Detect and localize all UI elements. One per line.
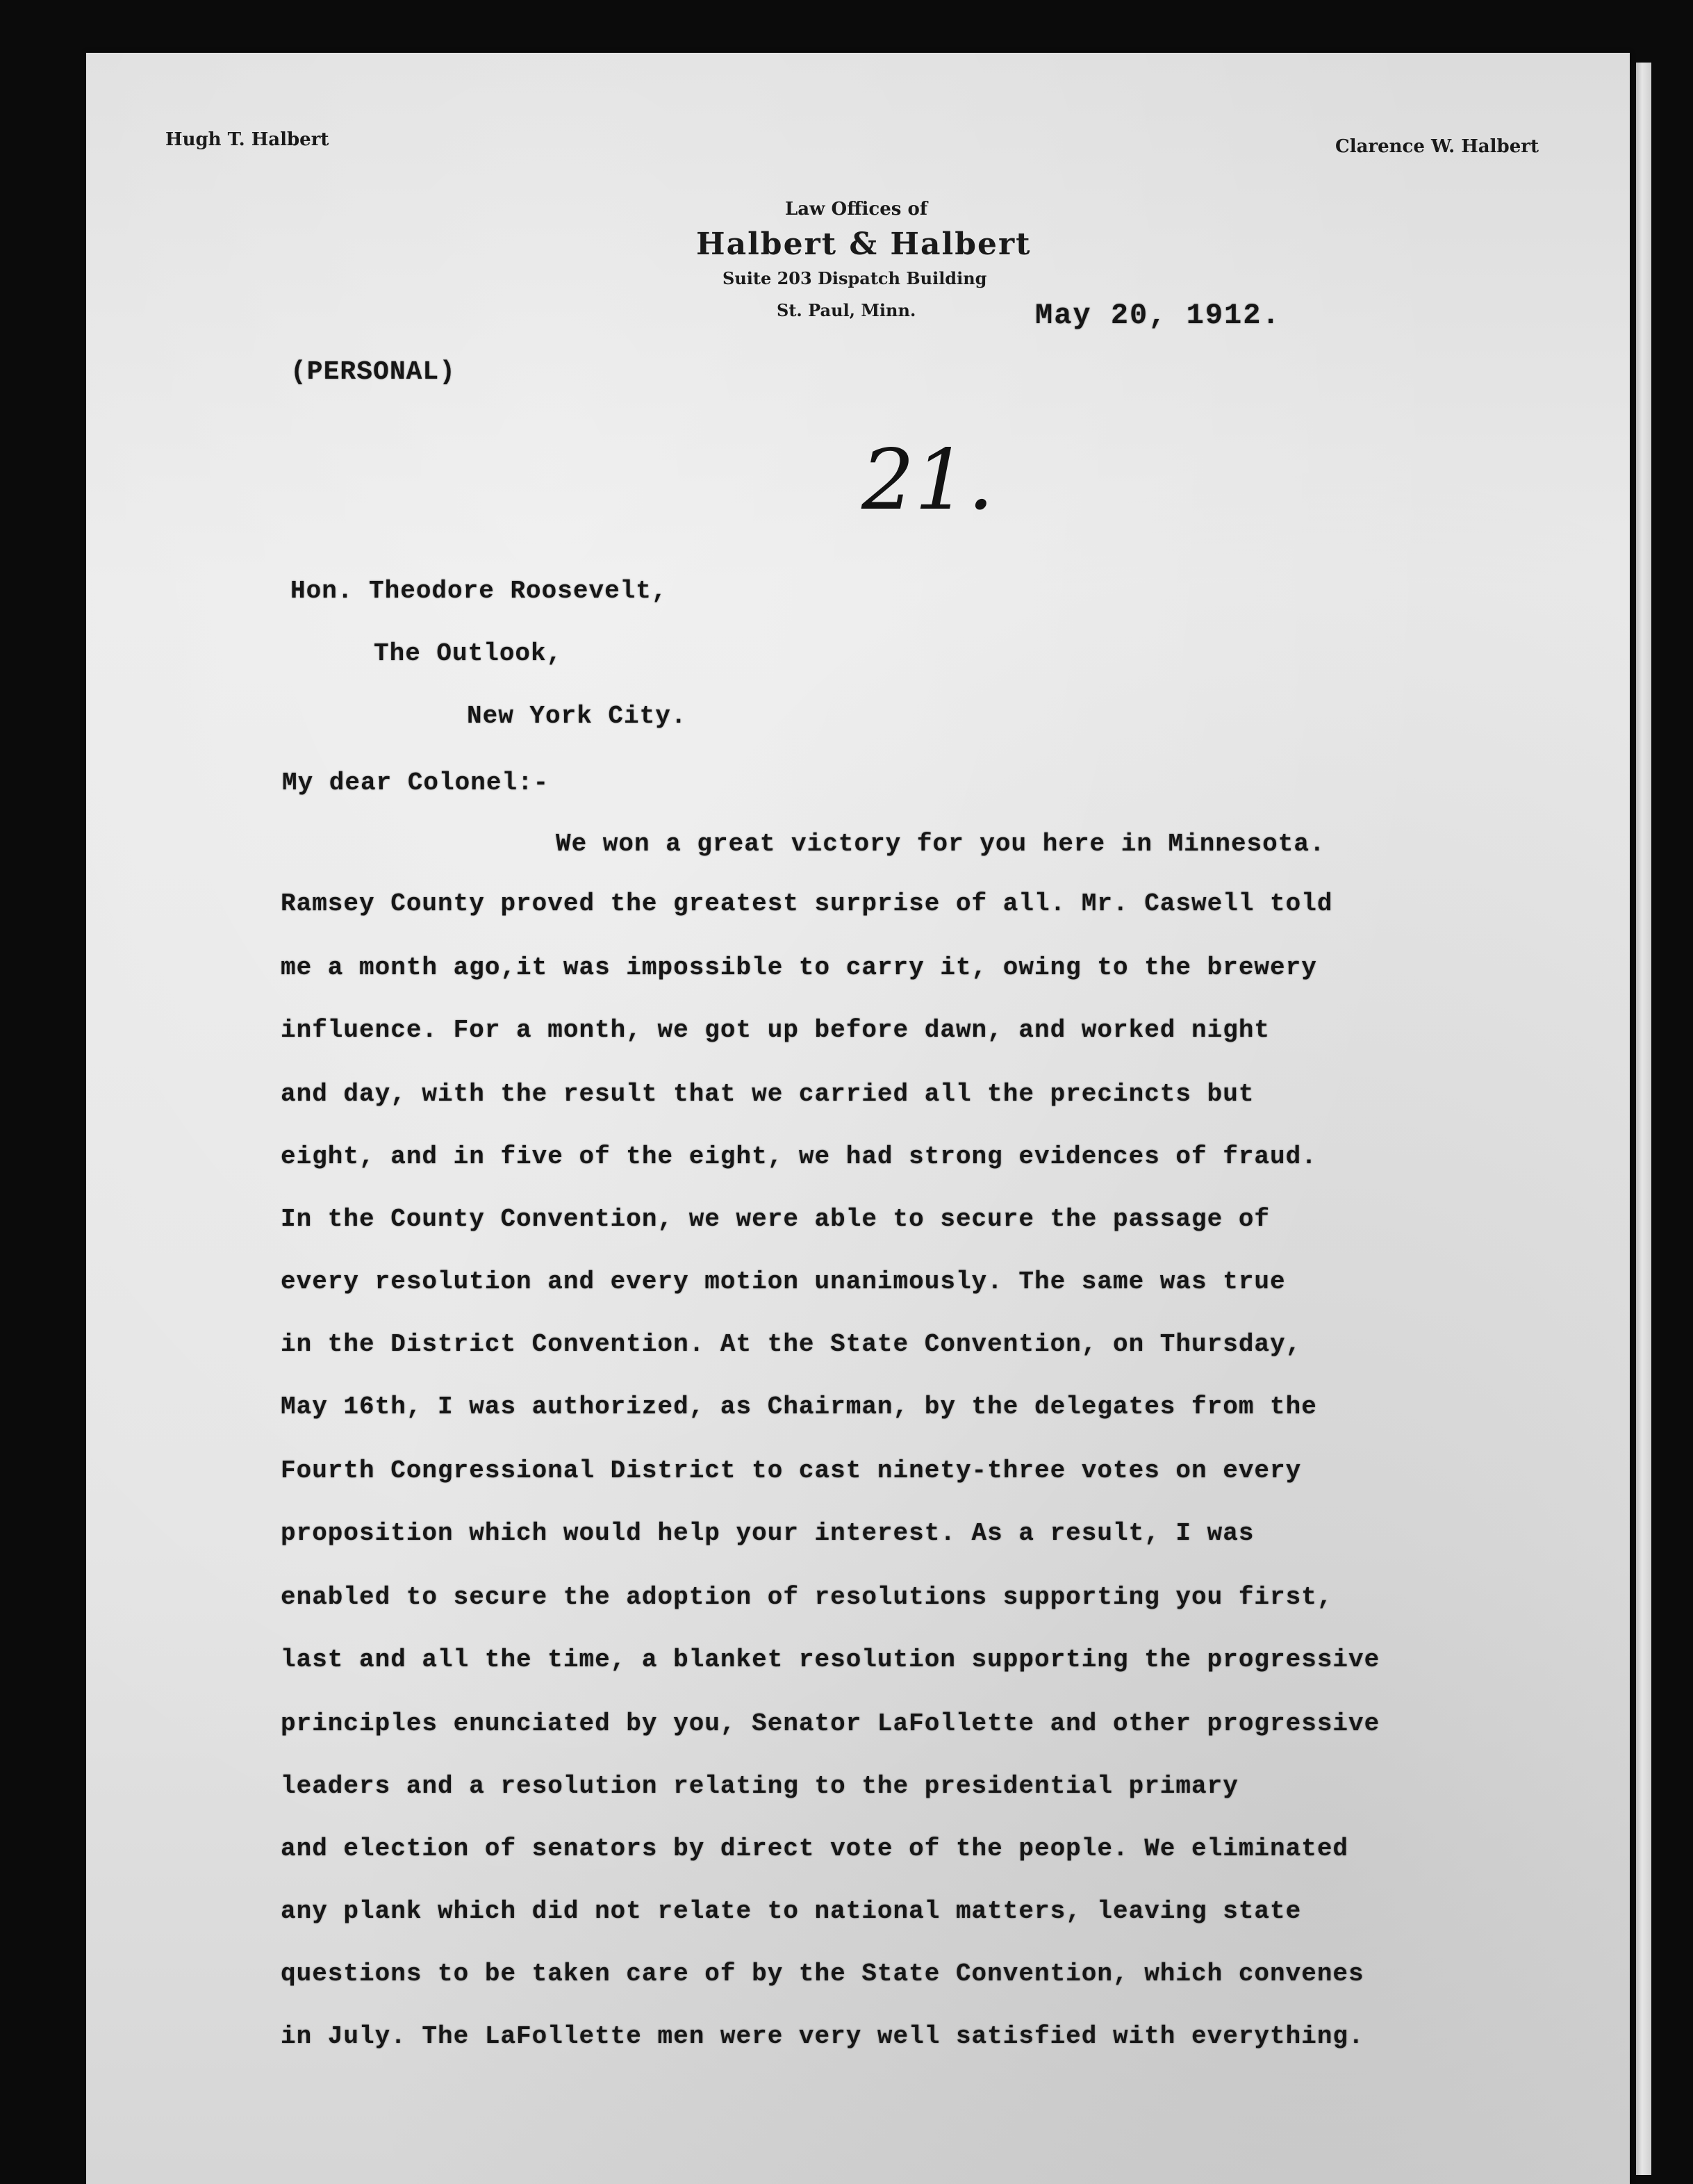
recipient-line-1: Hon. Theodore Roosevelt,: [290, 577, 668, 605]
letterhead-city: St. Paul, Minn.: [777, 300, 916, 320]
body-line: and election of senators by direct vote of the people. We eliminated: [281, 1834, 1349, 1863]
letter-date: May 20, 1912.: [1035, 299, 1281, 332]
body-line: in the District Convention. At the State Convention, on Thursday,: [281, 1330, 1302, 1358]
body-line: leaders and a resolution relating to the presidential primary: [281, 1772, 1239, 1800]
body-line: Fourth Congressional District to cast ninety-three votes on every: [281, 1456, 1302, 1485]
letterhead-office-label: Law Offices of: [785, 199, 928, 220]
body-line: principles enunciated by you, Senator LaFollette and other progressive: [281, 1709, 1380, 1738]
letterhead-left-name: Hugh T. Halbert: [165, 129, 329, 150]
body-line: and day, with the result that we carried all the precincts but: [281, 1080, 1255, 1108]
body-line: last and all the time, a blanket resolution supporting the progressive: [281, 1645, 1380, 1674]
recipient-line-3: New York City.: [467, 702, 687, 730]
body-line: any plank which did not relate to national matters, leaving state: [281, 1897, 1302, 1926]
body-line: questions to be taken care of by the State Convention, which convenes: [281, 1960, 1364, 1988]
letterhead-firm-name: Halbert & Halbert: [696, 227, 1032, 262]
body-line: me a month ago,it was impossible to carry it, owing to the brewery: [281, 953, 1317, 982]
body-line: Ramsey County proved the greatest surprise of all. Mr. Caswell told: [281, 889, 1333, 918]
paper-edge: [1636, 63, 1651, 2175]
personal-marking: (PERSONAL): [290, 357, 456, 387]
body-line: every resolution and every motion unanimously. The same was true: [281, 1267, 1286, 1296]
body-line: proposition which would help your interest. As a result, I was: [281, 1519, 1255, 1547]
recipient-line-2: The Outlook,: [374, 639, 563, 668]
body-line: In the County Convention, we were able to secure the passage of: [281, 1205, 1271, 1233]
handwritten-page-number: 21.: [861, 432, 994, 529]
body-line: influence. For a month, we got up before dawn, and worked night: [281, 1016, 1271, 1044]
body-line: eight, and in five of the eight, we had strong evidences of fraud.: [281, 1142, 1317, 1171]
body-line: We won a great victory for you here in Minnesota.: [556, 830, 1326, 858]
body-line: enabled to secure the adoption of resolutions supporting you first,: [281, 1583, 1333, 1611]
salutation: My dear Colonel:-: [282, 769, 550, 797]
letterhead-address: Suite 203 Dispatch Building: [722, 268, 987, 288]
letterhead-right-name: Clarence W. Halbert: [1335, 136, 1539, 157]
body-line: May 16th, I was authorized, as Chairman, by the delegates from the: [281, 1393, 1317, 1421]
body-line: in July. The LaFollette men were very well satisfied with everything.: [281, 2022, 1364, 2051]
